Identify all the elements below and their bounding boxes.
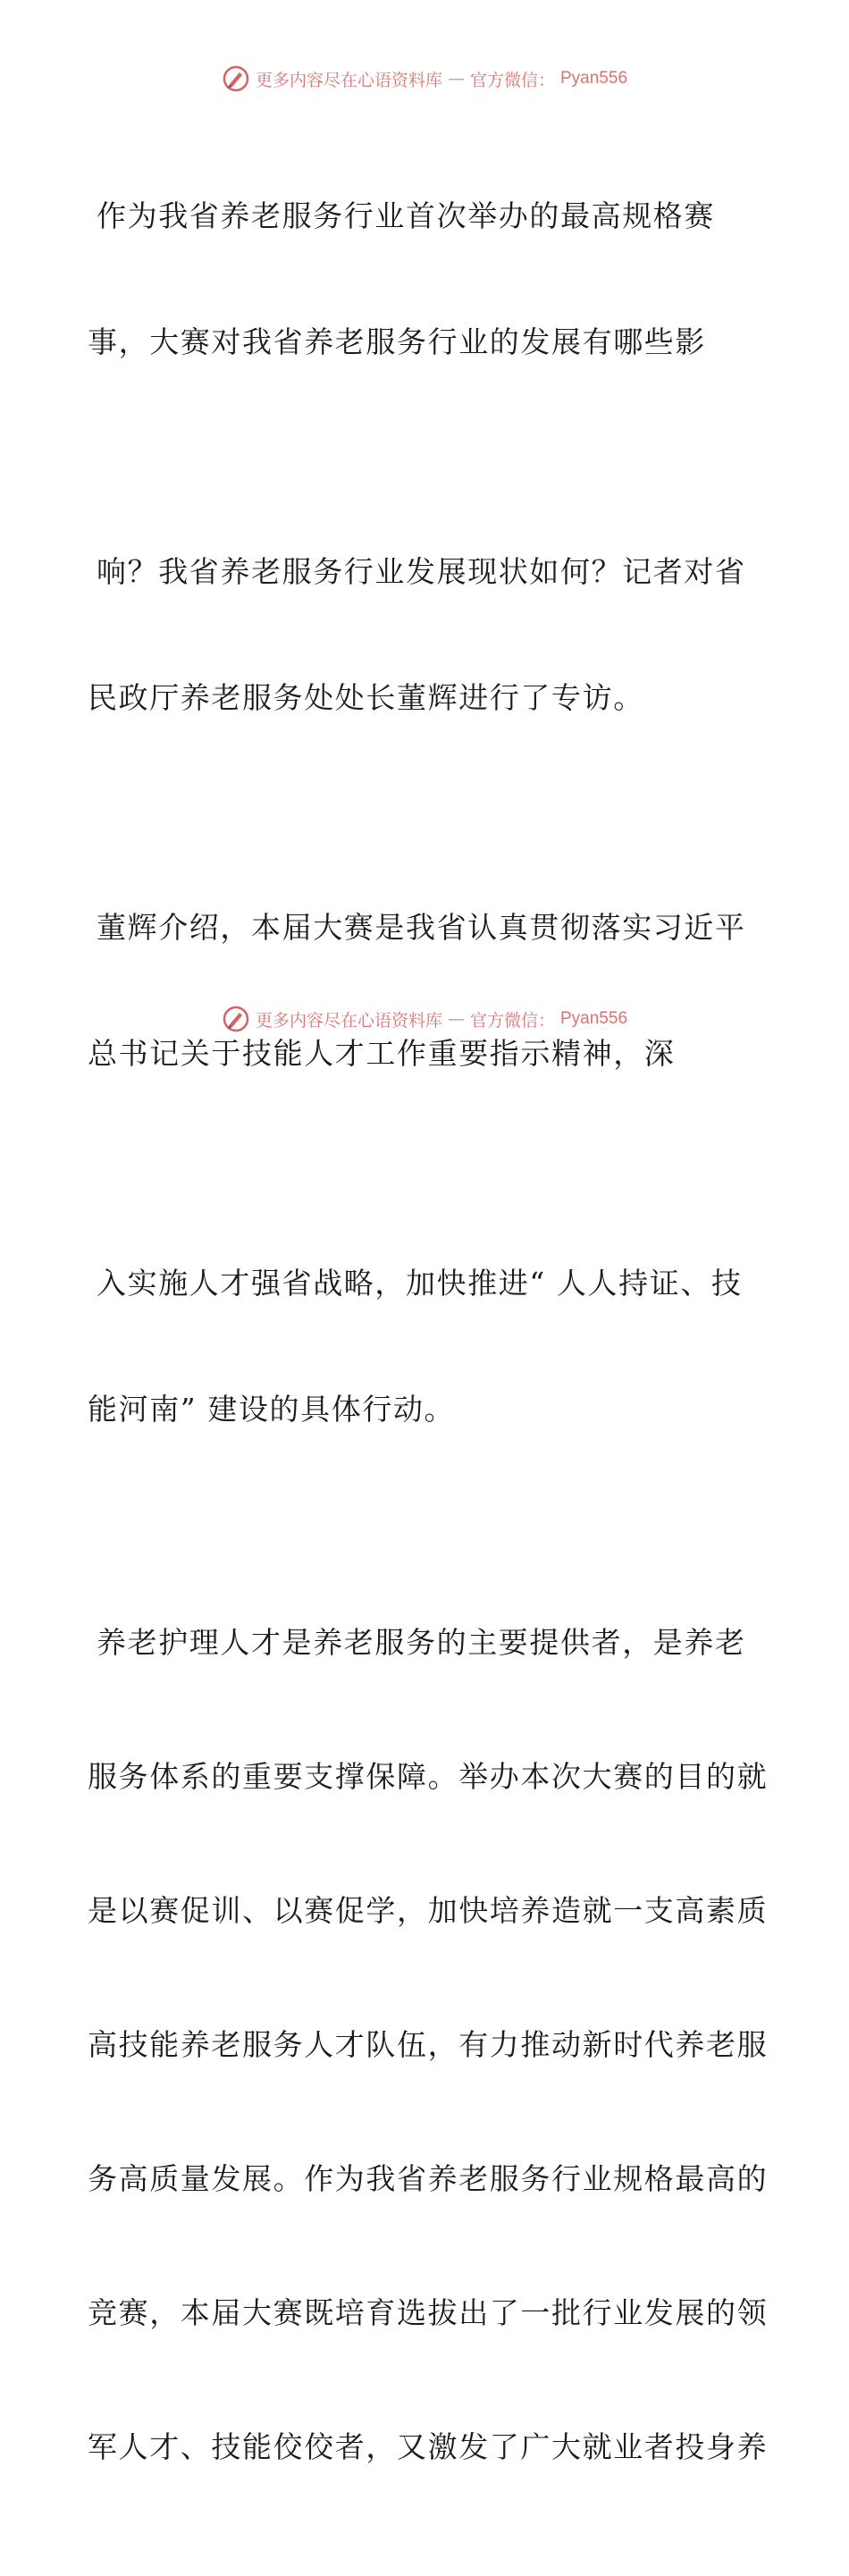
watermark-main-text: 更多内容尽在心语资料库 xyxy=(255,70,442,90)
text-line: 入实施人才强省战略，加快推进“ 人人持证、技 xyxy=(97,1266,743,1301)
text-line: 能河南” 建设的具体行动。 xyxy=(88,1392,456,1427)
paragraph-3 xyxy=(88,822,767,1158)
text-line: 军人才、技能佼佼者，又激发了广大就业者投身养 xyxy=(88,2429,769,2464)
document-body xyxy=(88,111,767,2576)
watermark-header xyxy=(0,64,849,93)
paragraph-4 xyxy=(88,1178,767,1514)
watermark-dash: — xyxy=(447,69,465,88)
paragraph-2 xyxy=(88,467,767,803)
paragraph-1 xyxy=(88,111,767,447)
pen-circle-icon xyxy=(222,1005,250,1033)
watermark-label: 官方微信： xyxy=(469,70,555,90)
watermark-account: Pyan556 xyxy=(560,1009,628,1028)
text-line: 作为我省养老服务行业首次举办的最高规格赛 xyxy=(97,198,715,233)
watermark-account: Pyan556 xyxy=(560,69,628,88)
text-line: 是以赛促训、以赛促学，加快培养造就一支高素质 xyxy=(88,1893,769,1928)
pen-circle-icon xyxy=(222,64,250,93)
paragraph-5 xyxy=(88,1534,767,2556)
text-line: 民政厅养老服务处处长董辉进行了专访。 xyxy=(88,680,644,715)
watermark-footer xyxy=(0,1005,849,1033)
text-line: 事，大赛对我省养老服务行业的发展有哪些影 xyxy=(88,324,706,359)
watermark-dash: — xyxy=(447,1009,465,1029)
text-line: 务高质量发展。作为我省养老服务行业规格最高的 xyxy=(88,2161,769,2196)
watermark-main-text: 更多内容尽在心语资料库 xyxy=(255,1010,442,1031)
text-line: 总书记关于技能人才工作重要指示精神，深 xyxy=(88,1036,676,1071)
text-line: 服务体系的重要支撑保障。举办本次大赛的目的就 xyxy=(88,1759,769,1794)
text-line: 董辉介绍，本届大赛是我省认真贯彻落实习近平 xyxy=(97,910,746,945)
text-line: 高技能养老服务人才队伍，有力推动新时代养老服 xyxy=(88,2027,769,2062)
text-line: 养老护理人才是养老服务的主要提供者，是养老 xyxy=(97,1625,746,1660)
watermark-label: 官方微信： xyxy=(469,1010,555,1031)
text-line: 响？我省养老服务行业发展现状如何？记者对省 xyxy=(97,554,746,589)
text-line: 竞赛，本届大赛既培育选拔出了一批行业发展的领 xyxy=(88,2295,769,2330)
